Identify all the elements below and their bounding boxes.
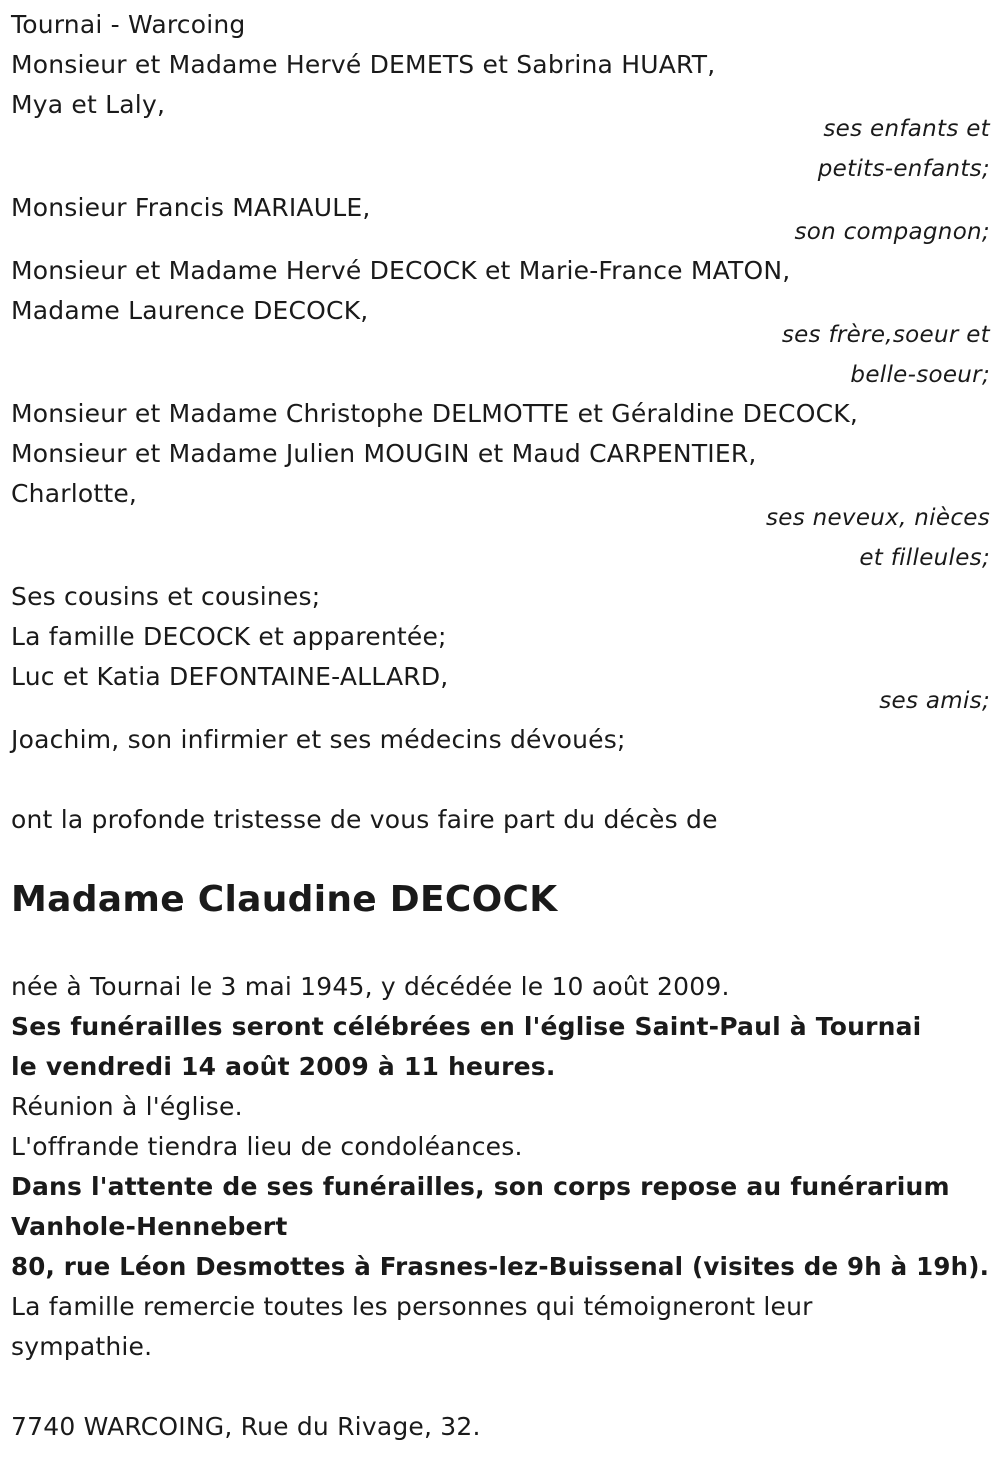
- siblings-line-2: Madame Laurence DECOCK,: [11, 296, 369, 325]
- companion-role: son compagnon;: [794, 219, 990, 245]
- cousins-line: Ses cousins et cousines;: [11, 582, 321, 611]
- location-header: Tournai - Warcoing: [11, 10, 246, 39]
- children-role-line-2: petits-enfants;: [817, 156, 990, 182]
- caregivers-line: Joachim, son infirmier et ses médecins dévoués;: [11, 725, 626, 754]
- companion-line: Monsieur Francis MARIAULE,: [11, 193, 371, 222]
- thanks-line-2: sympathie.: [11, 1332, 153, 1361]
- nephews-line-1: Monsieur et Madame Christophe DELMOTTE et Géraldine DECOCK,: [11, 399, 858, 428]
- siblings-line-1: Monsieur et Madame Hervé DECOCK et Marie-France MATON,: [11, 256, 791, 285]
- funerarium-line-3: 80, rue Léon Desmottes à Frasnes-lez-Buissenal (visites de 9h à 19h).: [11, 1252, 990, 1281]
- thanks-line-1: La famille remercie toutes les personnes qui témoigneront leur: [11, 1292, 813, 1321]
- children-line-1: Monsieur et Madame Hervé DEMETS et Sabrina HUART,: [11, 50, 716, 79]
- nephews-role-line-1: ses neveux, nièces: [765, 505, 990, 531]
- offering-line: L'offrande tiendra lieu de condoléances.: [11, 1132, 523, 1161]
- funeral-line-1: Ses funérailles seront célébrées en l'église Saint-Paul à Tournai: [11, 1012, 922, 1041]
- deceased-name: Madame Claudine DECOCK: [11, 879, 558, 920]
- announcement-intro: ont la profonde tristesse de vous faire part du décès de: [11, 805, 718, 834]
- funeral-line-2: le vendredi 14 août 2009 à 11 heures.: [11, 1052, 556, 1081]
- children-line-2: Mya et Laly,: [11, 90, 166, 119]
- friends-role: ses amis;: [879, 688, 990, 714]
- family-line: La famille DECOCK et apparentée;: [11, 622, 447, 651]
- funerarium-line-1: Dans l'attente de ses funérailles, son corps repose au funérarium: [11, 1172, 950, 1201]
- children-role-line-1: ses enfants et: [823, 116, 990, 142]
- address-line: 7740 WARCOING, Rue du Rivage, 32.: [11, 1412, 481, 1441]
- reunion-line: Réunion à l'église.: [11, 1092, 243, 1121]
- nephews-line-2: Monsieur et Madame Julien MOUGIN et Maud CARPENTIER,: [11, 439, 757, 468]
- siblings-role-line-1: ses frère,soeur et: [781, 322, 990, 348]
- siblings-role-line-2: belle-soeur;: [850, 362, 990, 388]
- birth-death-line: née à Tournai le 3 mai 1945, y décédée le 10 août 2009.: [11, 972, 730, 1001]
- nephews-role-line-2: et filleules;: [859, 545, 990, 571]
- funerarium-line-2: Vanhole-Hennebert: [11, 1212, 288, 1241]
- nephews-line-3: Charlotte,: [11, 479, 138, 508]
- friends-line: Luc et Katia DEFONTAINE-ALLARD,: [11, 662, 449, 691]
